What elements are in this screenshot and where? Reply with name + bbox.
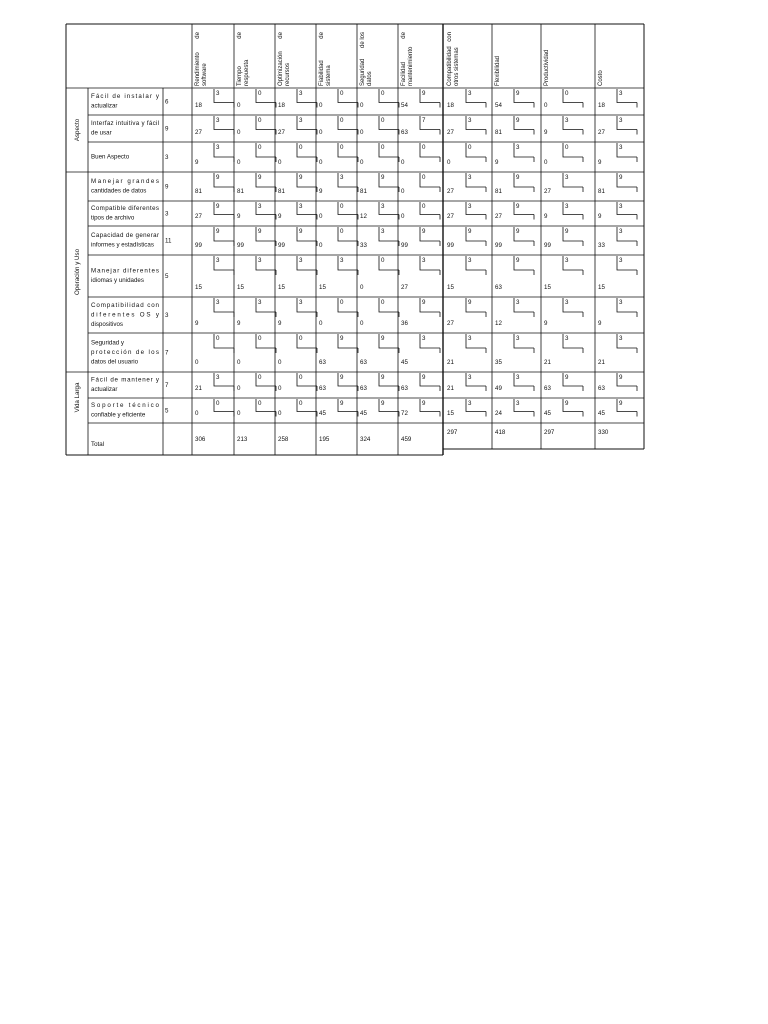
requirement-label: diferentes OS y bbox=[91, 311, 159, 319]
requirement-weight: 11 bbox=[165, 237, 172, 245]
correlation-value: 0 bbox=[565, 90, 569, 97]
correlation-value: 0 bbox=[299, 400, 303, 407]
weighted-score: 21 bbox=[447, 385, 454, 392]
weighted-score: 63 bbox=[401, 385, 408, 392]
requirement-weight: 3 bbox=[165, 312, 169, 319]
weighted-score: 18 bbox=[195, 102, 202, 109]
weighted-score: 81 bbox=[360, 188, 367, 195]
weighted-score: 81 bbox=[495, 188, 502, 195]
requirement-label: Capacidad de generar bbox=[91, 232, 159, 239]
correlation-value: 0 bbox=[340, 90, 344, 97]
weighted-score: 21 bbox=[598, 359, 605, 366]
total-value: 297 bbox=[447, 429, 458, 436]
correlation-value: 3 bbox=[565, 203, 569, 210]
requirement-weight: 9 bbox=[165, 183, 169, 191]
total-label: Total bbox=[91, 441, 105, 448]
weighted-score: 63 bbox=[360, 385, 367, 392]
correlation-value: 3 bbox=[216, 257, 220, 264]
correlation-value: 9 bbox=[340, 400, 344, 407]
weighted-score: 99 bbox=[495, 242, 502, 249]
weighted-score: 0 bbox=[360, 102, 364, 109]
column-header: Tiempo bbox=[237, 66, 243, 86]
correlation-value: 3 bbox=[422, 257, 426, 264]
weighted-score: 27 bbox=[195, 213, 202, 220]
weighted-score: 15 bbox=[319, 284, 326, 291]
weighted-score: 99 bbox=[237, 242, 244, 249]
requirement-label: actualizar bbox=[91, 386, 118, 393]
weighted-score: 63 bbox=[495, 284, 502, 291]
correlation-value: 3 bbox=[565, 174, 569, 181]
weighted-score: 27 bbox=[495, 213, 502, 220]
weighted-score: 9 bbox=[598, 159, 602, 166]
weighted-score: 0 bbox=[237, 410, 241, 417]
correlation-value: 3 bbox=[468, 400, 472, 407]
weighted-score: 72 bbox=[401, 410, 408, 417]
requirement-label: dispositivos bbox=[91, 320, 123, 328]
correlation-value: 3 bbox=[468, 117, 472, 124]
weighted-score: 9 bbox=[195, 320, 199, 327]
correlation-value: 0 bbox=[216, 400, 220, 407]
total-value: 213 bbox=[237, 436, 248, 443]
weighted-score: 27 bbox=[447, 213, 454, 220]
column-header-line2: otros sistemas bbox=[454, 47, 460, 86]
weighted-score: 9 bbox=[495, 159, 499, 166]
weighted-score: 45 bbox=[319, 410, 326, 417]
correlation-value: 0 bbox=[258, 90, 262, 97]
column-header-line2: mantenimiento bbox=[408, 46, 414, 86]
total-value: 306 bbox=[195, 436, 206, 443]
column-header-suffix: de bbox=[401, 32, 407, 39]
correlation-value: 0 bbox=[422, 144, 426, 151]
requirement-label: Seguridad y bbox=[91, 339, 125, 347]
correlation-value: 3 bbox=[619, 117, 623, 124]
correlation-value: 3 bbox=[258, 203, 262, 210]
weighted-score: 0 bbox=[360, 320, 364, 327]
weighted-score: 24 bbox=[495, 410, 502, 417]
weighted-score: 0 bbox=[319, 159, 323, 166]
requirement-weight: 9 bbox=[165, 125, 169, 133]
column-header-suffix: de bbox=[195, 32, 201, 39]
weighted-score: 63 bbox=[360, 359, 367, 366]
correlation-value: 0 bbox=[258, 144, 262, 151]
weighted-score: 18 bbox=[278, 102, 285, 109]
requirement-weight: 7 bbox=[165, 349, 169, 357]
weighted-score: 0 bbox=[319, 129, 323, 136]
column-header-suffix: de bbox=[278, 32, 284, 39]
column-header-line2: respuesta bbox=[244, 59, 250, 86]
requirement-label: protección de los bbox=[91, 348, 159, 356]
correlation-value: 3 bbox=[516, 335, 520, 342]
correlation-value: 9 bbox=[422, 400, 426, 407]
requirement-label: cantidades de datos bbox=[91, 187, 147, 195]
weighted-score: 0 bbox=[237, 102, 241, 109]
correlation-value: 0 bbox=[565, 144, 569, 151]
total-value: 195 bbox=[319, 436, 330, 443]
total-value: 324 bbox=[360, 436, 371, 443]
correlation-value: 3 bbox=[468, 90, 472, 97]
weighted-score: 15 bbox=[544, 284, 551, 291]
weighted-score: 27 bbox=[401, 284, 408, 291]
weighted-score: 0 bbox=[278, 385, 282, 392]
correlation-value: 0 bbox=[381, 257, 385, 264]
correlation-value: 9 bbox=[216, 228, 220, 235]
correlation-value: 3 bbox=[216, 117, 220, 124]
correlation-value: 0 bbox=[340, 203, 344, 210]
weighted-score: 27 bbox=[278, 129, 285, 136]
total-value: 258 bbox=[278, 436, 289, 443]
weighted-score: 81 bbox=[237, 188, 244, 195]
correlation-value: 3 bbox=[619, 90, 623, 97]
correlation-value: 9 bbox=[516, 90, 520, 97]
column-header-suffix: con bbox=[447, 32, 453, 42]
correlation-value: 3 bbox=[340, 257, 344, 264]
weighted-score: 9 bbox=[598, 320, 602, 327]
correlation-value: 3 bbox=[516, 144, 520, 151]
weighted-score: 49 bbox=[495, 385, 502, 392]
correlation-value: 0 bbox=[299, 335, 303, 342]
weighted-score: 99 bbox=[544, 242, 551, 249]
weighted-score: 9 bbox=[544, 129, 548, 136]
correlation-value: 9 bbox=[381, 400, 385, 407]
correlation-value: 3 bbox=[216, 299, 220, 306]
correlation-value: 3 bbox=[516, 400, 520, 407]
requirement-label: Buen Aspecto bbox=[91, 153, 130, 161]
weighted-score: 81 bbox=[195, 188, 202, 195]
correlation-value: 9 bbox=[258, 228, 262, 235]
correlation-value: 9 bbox=[516, 203, 520, 210]
requirement-label: Manejar diferentes bbox=[91, 267, 159, 275]
weighted-score: 9 bbox=[195, 159, 199, 166]
correlation-value: 9 bbox=[565, 374, 569, 381]
correlation-value: 3 bbox=[619, 299, 623, 306]
correlation-value: 0 bbox=[258, 400, 262, 407]
correlation-value: 0 bbox=[381, 90, 385, 97]
weighted-score: 0 bbox=[360, 284, 364, 291]
correlation-value: 3 bbox=[619, 335, 623, 342]
weighted-score: 27 bbox=[544, 188, 551, 195]
requirement-label: Interfaz intuitiva y fácil bbox=[91, 120, 159, 127]
correlation-value: 9 bbox=[381, 174, 385, 181]
correlation-value: 9 bbox=[468, 299, 472, 306]
requirement-label: tipos de archivo bbox=[91, 214, 135, 222]
weighted-score: 9 bbox=[319, 188, 323, 195]
requirement-label: Compatibilidad con bbox=[91, 301, 159, 309]
correlation-value: 3 bbox=[565, 117, 569, 124]
weighted-score: 0 bbox=[278, 410, 282, 417]
weighted-score: 15 bbox=[237, 284, 244, 291]
correlation-value: 3 bbox=[468, 335, 472, 342]
weighted-score: 33 bbox=[598, 242, 605, 249]
correlation-value: 3 bbox=[299, 90, 303, 97]
group-label: Aspecto bbox=[74, 118, 81, 142]
weighted-score: 81 bbox=[598, 188, 605, 195]
requirement-weight: 5 bbox=[165, 273, 169, 280]
weighted-score: 99 bbox=[447, 242, 454, 249]
correlation-value: 9 bbox=[516, 174, 520, 181]
requirement-label: idiomas y unidades bbox=[91, 277, 144, 284]
requirement-label: informes y estadísticas bbox=[91, 241, 154, 249]
requirement-label: Fácil de mantener y bbox=[91, 376, 159, 384]
correlation-value: 0 bbox=[340, 299, 344, 306]
requirement-label: Fácil de instalar y bbox=[91, 93, 159, 100]
requirement-label: datos del usuario bbox=[91, 358, 139, 366]
weighted-score: 15 bbox=[195, 284, 202, 291]
weighted-score: 0 bbox=[401, 188, 405, 195]
requirement-label: de usar bbox=[91, 129, 112, 137]
requirement-label: confiable y eficiente bbox=[91, 411, 146, 419]
weighted-score: 63 bbox=[319, 385, 326, 392]
requirement-weight: 7 bbox=[165, 382, 169, 389]
weighted-score: 0 bbox=[544, 102, 548, 109]
weighted-score: 0 bbox=[319, 320, 323, 327]
weighted-score: 0 bbox=[319, 213, 323, 220]
requirement-label: actualizar bbox=[91, 102, 118, 110]
correlation-value: 9 bbox=[299, 228, 303, 235]
correlation-value: 0 bbox=[381, 299, 385, 306]
column-header-line2: recursos bbox=[285, 62, 291, 86]
weighted-score: 0 bbox=[319, 102, 323, 109]
weighted-score: 21 bbox=[195, 385, 202, 392]
group-label: Vida Larga bbox=[74, 382, 81, 413]
weighted-score: 12 bbox=[360, 213, 367, 220]
column-header: Compatibilidad bbox=[447, 46, 453, 86]
correlation-value: 3 bbox=[468, 174, 472, 181]
correlation-value: 3 bbox=[468, 374, 472, 381]
weighted-score: 9 bbox=[278, 213, 282, 220]
correlation-value: 3 bbox=[216, 90, 220, 97]
weighted-score: 27 bbox=[447, 129, 454, 136]
weighted-score: 21 bbox=[447, 359, 454, 366]
weighted-score: 15 bbox=[598, 284, 605, 291]
correlation-value: 9 bbox=[516, 117, 520, 124]
weighted-score: 9 bbox=[237, 320, 241, 327]
column-header: Fiabilidad bbox=[319, 60, 325, 86]
total-value: 418 bbox=[495, 429, 506, 436]
correlation-value: 3 bbox=[565, 335, 569, 342]
correlation-value: 3 bbox=[216, 144, 220, 151]
weighted-score: 81 bbox=[278, 188, 285, 195]
correlation-value: 3 bbox=[516, 374, 520, 381]
correlation-value: 3 bbox=[340, 174, 344, 181]
weighted-score: 45 bbox=[598, 410, 605, 417]
weighted-score: 63 bbox=[544, 385, 551, 392]
column-header-suffix: de los bbox=[360, 32, 366, 49]
column-header: Optimización bbox=[278, 51, 284, 86]
weighted-score: 15 bbox=[447, 284, 454, 291]
correlation-value: 9 bbox=[216, 203, 220, 210]
weighted-score: 27 bbox=[598, 129, 605, 136]
weighted-score: 18 bbox=[598, 102, 605, 109]
correlation-value: 0 bbox=[258, 335, 262, 342]
weighted-score: 54 bbox=[401, 102, 408, 109]
correlation-value: 3 bbox=[299, 117, 303, 124]
correlation-value: 0 bbox=[340, 117, 344, 124]
column-header: Costo bbox=[598, 70, 604, 86]
correlation-value: 3 bbox=[619, 257, 623, 264]
column-header-line2: sistema bbox=[326, 65, 332, 86]
correlation-value: 0 bbox=[299, 144, 303, 151]
weighted-score: 54 bbox=[495, 102, 502, 109]
column-header: Flexibilidad bbox=[495, 55, 501, 86]
correlation-value: 9 bbox=[381, 374, 385, 381]
correlation-value: 9 bbox=[516, 228, 520, 235]
correlation-value: 0 bbox=[258, 117, 262, 124]
weighted-score: 9 bbox=[237, 213, 241, 220]
correlation-value: 0 bbox=[340, 228, 344, 235]
total-value: 330 bbox=[598, 429, 609, 436]
correlation-value: 3 bbox=[619, 144, 623, 151]
column-header-suffix: de bbox=[319, 32, 325, 39]
weighted-score: 63 bbox=[598, 385, 605, 392]
correlation-value: 0 bbox=[468, 144, 472, 151]
weighted-score: 99 bbox=[278, 242, 285, 249]
weighted-score: 0 bbox=[278, 159, 282, 166]
correlation-value: 3 bbox=[422, 335, 426, 342]
weighted-score: 9 bbox=[278, 320, 282, 327]
correlation-value: 3 bbox=[565, 257, 569, 264]
weighted-score: 0 bbox=[237, 129, 241, 136]
column-header: Seguridad bbox=[360, 58, 366, 86]
weighted-score: 33 bbox=[360, 242, 367, 249]
weighted-score: 35 bbox=[495, 359, 502, 366]
correlation-value: 3 bbox=[619, 203, 623, 210]
correlation-value: 9 bbox=[381, 335, 385, 342]
weighted-score: 45 bbox=[401, 359, 408, 366]
weighted-score: 0 bbox=[237, 359, 241, 366]
correlation-value: 9 bbox=[340, 374, 344, 381]
column-header-suffix: de bbox=[237, 32, 243, 39]
correlation-value: 9 bbox=[619, 174, 623, 181]
weighted-score: 0 bbox=[401, 213, 405, 220]
requirement-label: Manejar grandes bbox=[91, 178, 159, 185]
requirement-label: Compatible diferentes bbox=[91, 205, 159, 212]
correlation-value: 3 bbox=[565, 299, 569, 306]
correlation-value: 0 bbox=[216, 335, 220, 342]
correlation-value: 3 bbox=[468, 257, 472, 264]
requirement-weight: 3 bbox=[165, 154, 169, 161]
weighted-score: 0 bbox=[360, 129, 364, 136]
requirement-weight: 5 bbox=[165, 407, 169, 415]
correlation-value: 3 bbox=[216, 374, 220, 381]
weighted-score: 15 bbox=[447, 410, 454, 417]
correlation-value: 9 bbox=[422, 374, 426, 381]
weighted-score: 45 bbox=[544, 410, 551, 417]
correlation-value: 3 bbox=[258, 257, 262, 264]
correlation-value: 0 bbox=[422, 174, 426, 181]
correlation-value: 3 bbox=[619, 228, 623, 235]
correlation-value: 3 bbox=[516, 299, 520, 306]
correlation-value: 0 bbox=[340, 144, 344, 151]
correlation-value: 3 bbox=[258, 299, 262, 306]
column-header-line2: datos bbox=[367, 71, 373, 86]
weighted-score: 9 bbox=[598, 213, 602, 220]
correlation-value: 9 bbox=[619, 400, 623, 407]
weighted-score: 0 bbox=[195, 359, 199, 366]
weighted-score: 63 bbox=[319, 359, 326, 366]
correlation-value: 9 bbox=[216, 174, 220, 181]
correlation-value: 9 bbox=[468, 228, 472, 235]
correlation-value: 9 bbox=[422, 90, 426, 97]
weighted-score: 18 bbox=[447, 102, 454, 109]
weighted-score: 27 bbox=[447, 188, 454, 195]
correlation-value: 9 bbox=[258, 174, 262, 181]
weighted-score: 81 bbox=[495, 129, 502, 136]
requirement-weight: 6 bbox=[165, 98, 169, 106]
weighted-score: 0 bbox=[447, 159, 451, 166]
requirement-label: Soporte técnico bbox=[91, 402, 159, 409]
column-header: Rendimiento bbox=[195, 52, 201, 86]
column-header: Productividad bbox=[544, 49, 550, 86]
correlation-value: 9 bbox=[422, 299, 426, 306]
weighted-score: 99 bbox=[195, 242, 202, 249]
correlation-value: 9 bbox=[299, 174, 303, 181]
correlation-value: 9 bbox=[340, 335, 344, 342]
weighted-score: 36 bbox=[401, 320, 408, 327]
weighted-score: 0 bbox=[360, 159, 364, 166]
weighted-score: 27 bbox=[447, 320, 454, 327]
group-label: Operación y Uso bbox=[74, 248, 81, 296]
weighted-score: 15 bbox=[278, 284, 285, 291]
correlation-value: 0 bbox=[258, 374, 262, 381]
correlation-value: 9 bbox=[565, 400, 569, 407]
correlation-value: 7 bbox=[422, 117, 426, 124]
weighted-score: 9 bbox=[544, 320, 548, 327]
correlation-value: 3 bbox=[299, 203, 303, 210]
weighted-score: 0 bbox=[237, 385, 241, 392]
weighted-score: 45 bbox=[360, 410, 367, 417]
weighted-score: 0 bbox=[195, 410, 199, 417]
weighted-score: 27 bbox=[195, 129, 202, 136]
column-header: Facilidad bbox=[401, 61, 407, 86]
weighted-score: 63 bbox=[401, 129, 408, 136]
correlation-value: 0 bbox=[381, 144, 385, 151]
correlation-value: 3 bbox=[468, 203, 472, 210]
correlation-value: 3 bbox=[381, 203, 385, 210]
correlation-value: 0 bbox=[299, 374, 303, 381]
correlation-value: 9 bbox=[565, 228, 569, 235]
weighted-score: 21 bbox=[544, 359, 551, 366]
correlation-value: 3 bbox=[299, 299, 303, 306]
correlation-value: 9 bbox=[516, 257, 520, 264]
correlation-value: 0 bbox=[422, 203, 426, 210]
weighted-score: 0 bbox=[278, 359, 282, 366]
correlation-value: 3 bbox=[381, 228, 385, 235]
weighted-score: 0 bbox=[237, 159, 241, 166]
total-value: 459 bbox=[401, 436, 412, 443]
weighted-score: 0 bbox=[319, 242, 323, 249]
requirement-weight: 3 bbox=[165, 210, 169, 218]
correlation-value: 9 bbox=[619, 374, 623, 381]
weighted-score: 9 bbox=[544, 213, 548, 220]
weighted-score: 99 bbox=[401, 242, 408, 249]
correlation-value: 0 bbox=[381, 117, 385, 124]
column-header-line2: software bbox=[202, 63, 208, 86]
weighted-score: 0 bbox=[401, 159, 405, 166]
total-value: 297 bbox=[544, 429, 555, 436]
weighted-score: 0 bbox=[544, 159, 548, 166]
weighted-score: 12 bbox=[495, 320, 502, 327]
correlation-value: 3 bbox=[299, 257, 303, 264]
correlation-value: 9 bbox=[422, 228, 426, 235]
